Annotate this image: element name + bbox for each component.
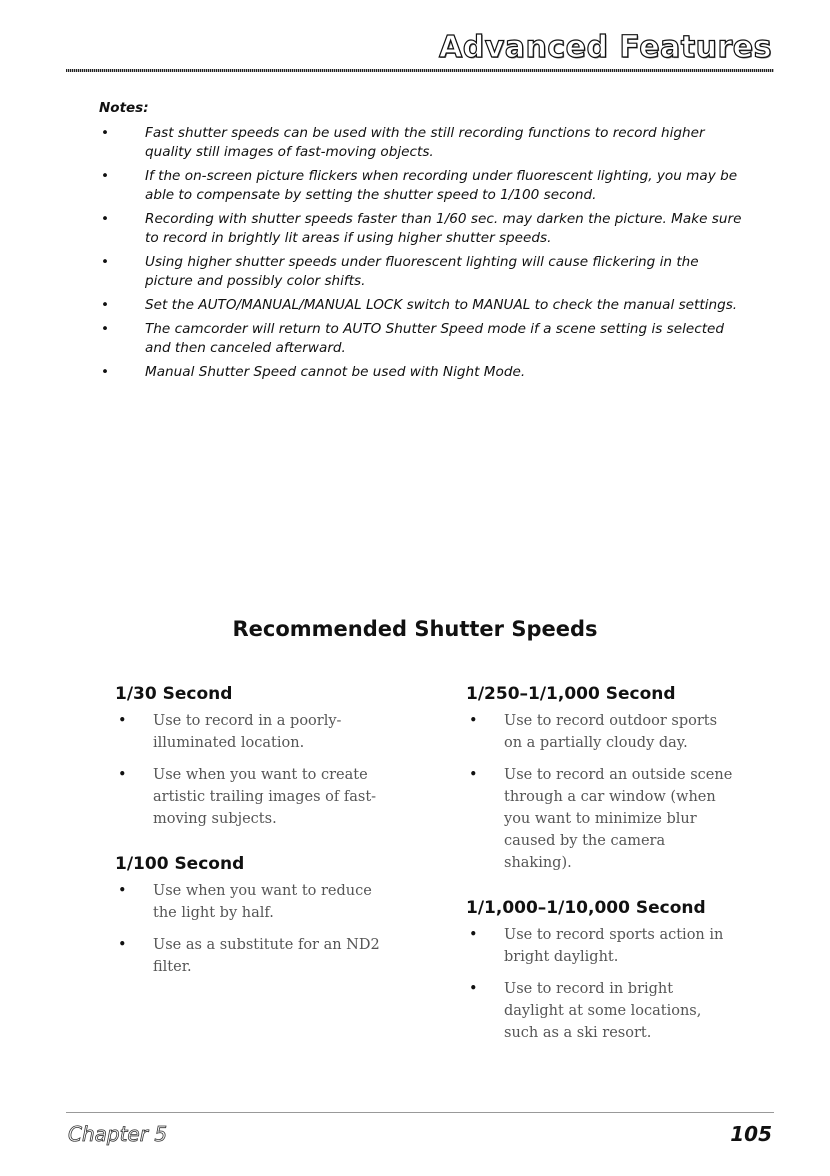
speeds-left-column bbox=[115, 684, 415, 1002]
speed-list bbox=[115, 880, 415, 978]
speed-block bbox=[115, 854, 415, 978]
speed-item: • Use to record in bright daylight at some locations, such as a ski resort. bbox=[466, 978, 734, 1044]
speed-item: • Use to record outdoor sports on a partially cloudy day. bbox=[466, 710, 734, 754]
page-header-title: Advanced Features bbox=[439, 30, 772, 65]
notes-list bbox=[99, 124, 749, 382]
page-number: 105 bbox=[730, 1122, 772, 1146]
speed-item: • Use to record in a poorly-illuminated location. bbox=[115, 710, 383, 754]
section-title: Recommended Shutter Speeds bbox=[232, 617, 598, 641]
note-item: • Fast shutter speeds can be used with the still recording functions to record higher quality still images of fast-moving objects. bbox=[99, 124, 749, 162]
speed-heading: 1/100 Second bbox=[115, 854, 245, 874]
header-divider bbox=[66, 69, 774, 72]
note-item: • Recording with shutter speeds faster than 1/60 sec. may darken the picture. Make sure to record in brightly lit areas if using higher shutter speeds. bbox=[99, 210, 749, 248]
speed-item: • Use to record an outside scene through a car window (when you want to minimize blur caused by the camera shaking). bbox=[466, 764, 734, 874]
note-item: • Manual Shutter Speed cannot be used with Night Mode. bbox=[99, 363, 749, 382]
speeds-right-column bbox=[466, 684, 766, 1068]
speed-block bbox=[466, 898, 766, 1044]
footer-chapter-label: Chapter 5 bbox=[68, 1122, 168, 1146]
speed-item: • Use when you want to create artistic trailing images of fast-moving subjects. bbox=[115, 764, 383, 830]
notes-heading: Notes: bbox=[99, 100, 149, 116]
speed-block bbox=[115, 684, 415, 830]
speed-block bbox=[466, 684, 766, 874]
speed-list bbox=[115, 710, 415, 830]
speed-list bbox=[466, 710, 766, 874]
speed-item: • Use to record sports action in bright daylight. bbox=[466, 924, 734, 968]
note-item: • Using higher shutter speeds under fluorescent lighting will cause flickering in the picture and possibly color shifts. bbox=[99, 253, 749, 291]
speed-list bbox=[466, 924, 766, 1044]
footer-divider bbox=[66, 1112, 774, 1113]
speed-item: • Use when you want to reduce the light by half. bbox=[115, 880, 383, 924]
speed-heading: 1/1,000–1/10,000 Second bbox=[466, 898, 706, 918]
note-item: • The camcorder will return to AUTO Shutter Speed mode if a scene setting is selected and then canceled afterward. bbox=[99, 320, 749, 358]
speed-item: • Use as a substitute for an ND2 filter. bbox=[115, 934, 383, 978]
speed-heading: 1/30 Second bbox=[115, 684, 233, 704]
speed-heading: 1/250–1/1,000 Second bbox=[466, 684, 676, 704]
note-item: • If the on-screen picture flickers when recording under fluorescent lighting, you may be able to compensate by setting the shutter speed to 1/100 second. bbox=[99, 167, 749, 205]
notes-section bbox=[99, 100, 749, 387]
note-item: • Set the AUTO/MANUAL/MANUAL LOCK switch to MANUAL to check the manual settings. bbox=[99, 296, 749, 315]
